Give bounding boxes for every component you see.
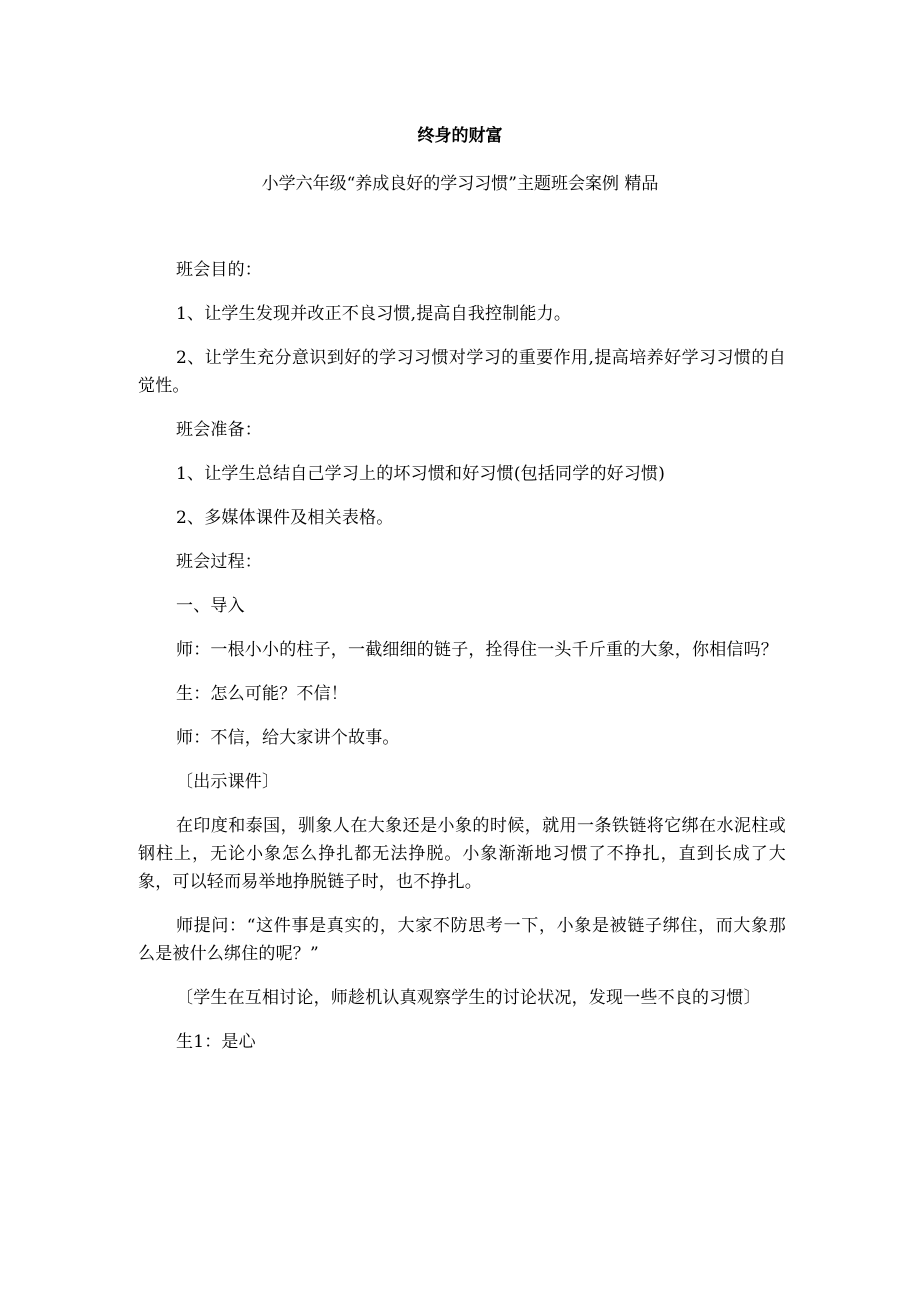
document-subtitle: 小学六年级“养成良好的学习习惯”主题班会案例 精品 [261,174,659,194]
paragraph: 班会目的： [176,260,262,280]
document-body [138,256,786,1072]
paragraph: 〔学生在互相讨论，师趁机认真观察学生的讨论状况，发现一些不良的习惯〕 [176,988,761,1008]
paragraph: 班会准备： [176,420,262,440]
paragraph: 在印度和泰国，驯象人在大象还是小象的时候，就用一条铁链将它绑在水泥柱或钢柱上，无论小象怎么挣扎都无法挣脱。小象渐渐地习惯了不挣扎，直到长成了大象，可以轻而易举地挣脱链子时，也不挣扎。 [138,816,786,892]
paragraph: 1、让学生发现并改正不良习惯,提高自我控制能力。 [176,304,572,324]
paragraph: 班会过程： [176,552,262,572]
paragraph: 2、让学生充分意识到好的学习习惯对学习的重要作用,提高培养好学习习惯的自觉性。 [138,348,786,396]
paragraph: 师提问：“这件事是真实的，大家不防思考一下，小象是被链子绑住，而大象那么是被什么绑住的呢？” [138,916,786,964]
paragraph: 〔出示课件〕 [176,772,280,792]
paragraph: 师：不信，给大家讲个故事。 [176,728,400,748]
paragraph: 2、多媒体课件及相关表格。 [176,508,394,528]
paragraph: 生：怎么可能？不信！ [176,684,348,704]
paragraph: 一、导入 [176,596,245,616]
paragraph: 师：一根小小的柱子，一截细细的链子，拴得住一头千斤重的大象，你相信吗？ [176,640,778,660]
paragraph: 生1：是心 [176,1032,256,1052]
paragraph: 1、让学生总结自己学习上的坏习惯和好习惯(包括同学的好习惯) [176,464,666,484]
document-title: 终身的财富 [417,126,503,146]
